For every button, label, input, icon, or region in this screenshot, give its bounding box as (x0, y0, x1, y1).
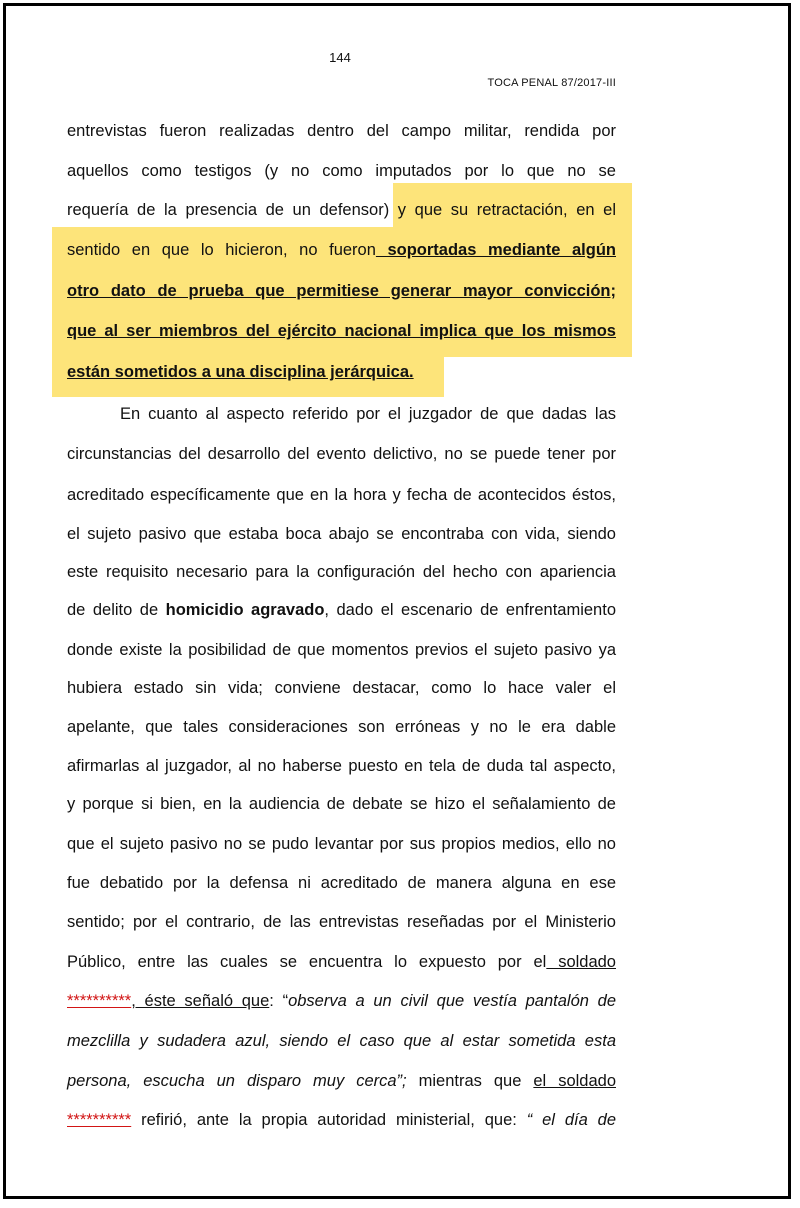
text-line: circunstancias del desarrollo del evento delictivo, no se puede tener por (67, 445, 616, 463)
text-line: afirmarlas al juzgador, al no haberse puesto en tela de duda tal aspecto, (67, 757, 616, 775)
quoted-testimony: persona, escucha un disparo muy cerca”; (67, 1072, 407, 1090)
text-line: este requisito necesario para la configuración del hecho con apariencia (67, 563, 616, 581)
bold-underlined-line: otro dato de prueba que permitiese generar mayor convicción; (67, 282, 616, 300)
bold-term: homicidio agravado (165, 601, 325, 619)
text-line: sentido en que lo hicieron, no fueron soportadas mediante algún (67, 241, 616, 259)
underlined-text: soldado (546, 953, 616, 971)
redacted-name: ********** (67, 992, 132, 1010)
text-line: fue debatido por la defensa ni acreditado de manera alguna en ese (67, 874, 616, 892)
text-line: persona, escucha un disparo muy cerca”; mientras que el soldado (67, 1072, 616, 1090)
text-line: Público, entre las cuales se encuentra lo expuesto por el soldado (67, 953, 616, 971)
text-line: que el sujeto pasivo no se pudo levantar por sus propios medios, ello no (67, 835, 616, 853)
quoted-testimony: “ el día de (526, 1111, 616, 1129)
text-line: aquellos como testigos (y no como imputados por lo que no se (67, 162, 616, 180)
text-line: sentido; por el contrario, de las entrevistas reseñadas por el Ministerio (67, 913, 616, 931)
text-line: acreditado específicamente que en la hora y fecha de acontecidos éstos, (67, 486, 616, 504)
bold-underlined-line: que al ser miembros del ejército nacional implica que los mismos (67, 322, 616, 340)
text-line: entrevistas fueron realizadas dentro del campo militar, rendida por (67, 122, 616, 140)
redacted-name: ********** (67, 1111, 132, 1129)
bold-underlined-text: soportadas mediante algún (375, 241, 616, 259)
underlined-text: el soldado (533, 1072, 616, 1090)
page-number: 144 (329, 50, 351, 65)
paragraph-start-line: En cuanto al aspecto referido por el juzgador de que dadas las (120, 405, 616, 423)
text-line: de delito de homicidio agravado, dado el escenario de enfrentamiento (67, 601, 616, 619)
text-line: ********** refirió, ante la propia autoridad ministerial, que: “ el día de (67, 1111, 616, 1129)
text-line: requería de la presencia de un defensor) y que su retractación, en el (67, 201, 616, 219)
underlined-text: , éste señaló que (131, 992, 270, 1010)
text-line: **********, éste señaló que: “observa a un civil que vestía pantalón de (67, 992, 616, 1010)
text-line: donde existe la posibilidad de que momentos previos el sujeto pasivo ya (67, 641, 616, 659)
text-line: hubiera estado sin vida; conviene destacar, como lo hace valer el (67, 679, 616, 697)
text-line: apelante, que tales consideraciones son erróneas y no le era dable (67, 718, 616, 736)
quoted-testimony: observa a un civil que vestía pantalón de (288, 992, 616, 1010)
quoted-testimony-line: mezclilla y sudadera azul, siendo el caso que al estar sometida esta (67, 1032, 616, 1050)
text-line: el sujeto pasivo que estaba boca abajo se encontraba con vida, siendo (67, 525, 616, 543)
text-line: y porque si bien, en la audiencia de debate se hizo el señalamiento de (67, 795, 616, 813)
bold-underlined-line: están sometidos a una disciplina jerárquica. (67, 363, 414, 381)
case-reference: TOCA PENAL 87/2017-III (487, 77, 616, 89)
